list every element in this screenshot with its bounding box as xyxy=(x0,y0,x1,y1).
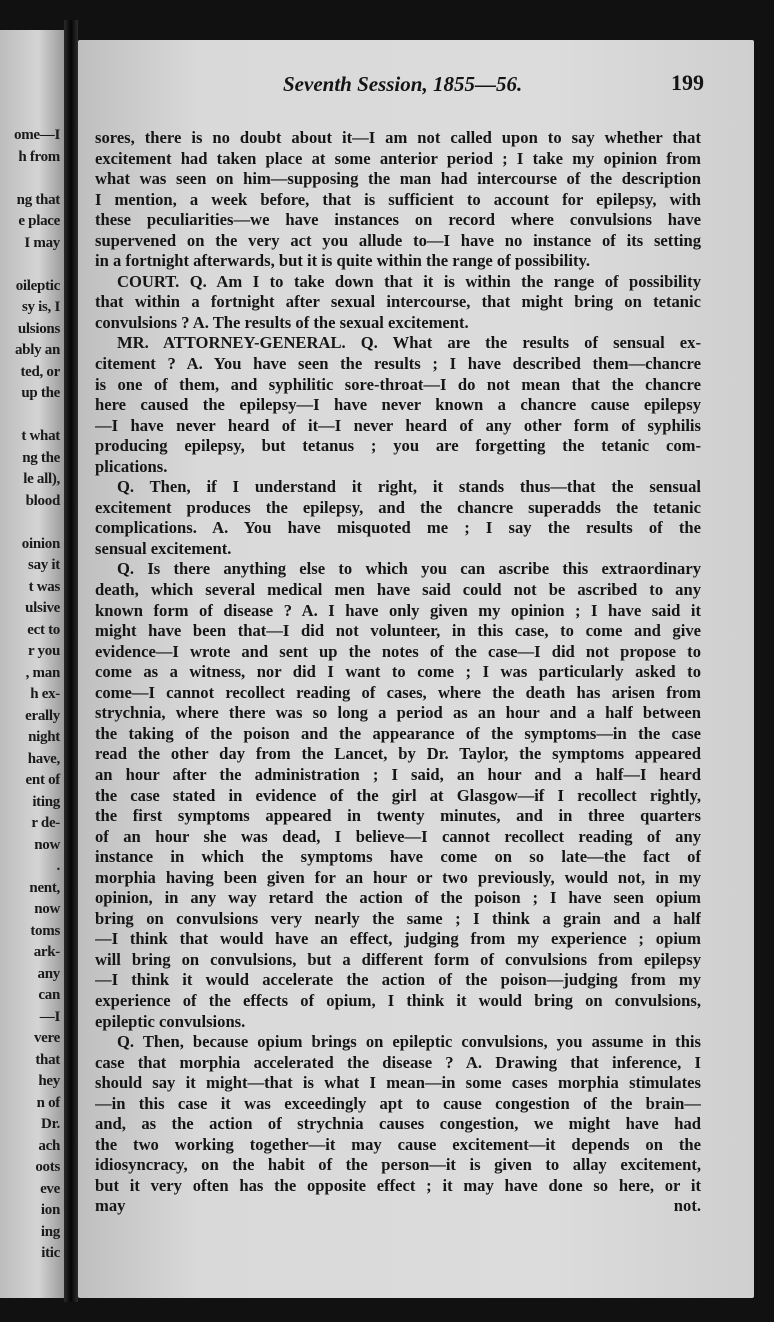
text-line: epileptic convulsions. xyxy=(95,1011,246,1031)
text-line: that within a fortnight after sexual intercourse, that might bring on tetanic xyxy=(95,292,701,312)
text-line: idiosyncracy, on the habit of the person—it is given to allay excitement, xyxy=(95,1155,701,1175)
facing-page-text-fragment: ent of xyxy=(25,772,60,788)
facing-page-text-fragment: sy is, I xyxy=(21,299,60,315)
text-line: complications. A. You have misquoted me ; I say the results of the xyxy=(95,518,701,538)
facing-page-text-fragment: h ex- xyxy=(30,686,60,702)
text-line: the first symptoms appeared in twenty minutes, and in three quarters xyxy=(95,806,701,826)
text-line: may not. xyxy=(95,1196,701,1216)
facing-page-fragment xyxy=(0,30,64,1298)
text-line: the taking of the poison and the appearance of the symptoms—in the case xyxy=(95,723,701,743)
facing-page-text-fragment: erally xyxy=(25,707,60,724)
text-line: should say it might—that is what I mean—in some cases morphia stimulates xyxy=(95,1073,701,1093)
facing-page-text-fragment: night xyxy=(28,729,60,745)
facing-page-text-fragment: h from xyxy=(18,148,60,165)
text-line: sores, there is no doubt about it—I am not called upon to say whether that xyxy=(95,128,701,147)
facing-page-text-fragment: toms xyxy=(30,922,60,939)
text-line: bring on convulsions very nearly the same ; I think a grain and a half xyxy=(95,908,701,928)
text-line: an hour after the administration ; I said, an hour and a half—I heard xyxy=(95,764,701,784)
facing-page-text-fragment: ect to xyxy=(27,621,60,638)
text-line: producing epilepsy, but tetanus ; you are forgetting the tetanic com- xyxy=(95,436,701,456)
text-line: Q. Then, if I understand it right, it stands thus—that the sensual xyxy=(117,477,701,497)
text-line: —I have never heard of it—I never heard of any other form of syphilis xyxy=(95,415,701,435)
text-line: strychnia, where there was so long a period as an hour and a half between xyxy=(95,703,701,723)
text-line: evidence—I wrote and sent up the notes of the case—I did not propose to xyxy=(95,641,701,661)
facing-page-text-fragment: ach xyxy=(38,1137,60,1154)
facing-page-text-fragment: have, xyxy=(27,750,60,767)
facing-page-text-fragment: r you xyxy=(28,643,60,659)
facing-page-text-fragment: ably an xyxy=(14,342,60,358)
text-line: Q. Is there anything else to which you can ascribe this extraordinary xyxy=(117,559,701,579)
book-gutter xyxy=(64,20,78,1302)
facing-page-text-fragment: oots xyxy=(35,1159,60,1175)
facing-page-text-fragment: ion xyxy=(40,1202,60,1218)
facing-page-text-fragment: , man xyxy=(25,664,60,681)
facing-page-text-fragment: . xyxy=(56,858,60,874)
text-line: read the other day from the Lancet, by Dr. Taylor, the symptoms appeared xyxy=(95,744,701,764)
text-line: COURT. Q. Am I to take down that it is within the range of possibility xyxy=(117,271,701,291)
facing-page-text-fragment: t was xyxy=(28,578,60,595)
page-number: 199 xyxy=(671,70,704,95)
facing-page-text-fragment: any xyxy=(37,965,60,982)
facing-page-text-fragment: le all), xyxy=(23,471,60,487)
text-line: is one of them, and syphilitic sore-throat—I do not mean that the chancre xyxy=(95,374,701,394)
facing-page-text-fragment: itic xyxy=(41,1245,60,1261)
facing-page-text-fragment: hey xyxy=(38,1073,60,1089)
facing-page-text-fragment: say it xyxy=(28,557,60,573)
text-line: excitement produces the epilepsy, and the chancre superadds the tetanic xyxy=(95,497,701,517)
text-line: these peculiarities—we have instances on record where convulsions have xyxy=(95,210,701,230)
facing-page-text-fragment: oileptic xyxy=(15,277,60,294)
text-line: convulsions ? A. The results of the sexual excitement. xyxy=(95,312,469,332)
text-line: the case stated in evidence of the girl at Glasgow—if I recollect rightly, xyxy=(95,785,701,805)
facing-page-text-fragment: can xyxy=(38,987,60,1003)
facing-page-text-fragment: that xyxy=(35,1051,60,1068)
facing-page-text-fragment: t what xyxy=(21,428,60,444)
facing-page-text-fragment: eve xyxy=(40,1180,60,1197)
facing-page-text-fragment: ng that xyxy=(16,191,60,208)
facing-page-text-fragment: r de- xyxy=(31,815,60,831)
facing-page-text-fragment: ome—I xyxy=(14,127,60,143)
text-line: of an hour she was dead, I believe—I cannot recollect reading of any xyxy=(95,826,701,846)
page-header xyxy=(78,72,754,102)
facing-page-text-fragment: ulsive xyxy=(25,600,60,616)
facing-page-text-fragment: up the xyxy=(21,385,60,401)
text-line: —I think it would accelerate the action of the poison—judging from my xyxy=(95,970,701,990)
facing-page-text-fragment: nent, xyxy=(29,879,60,896)
facing-page-text-fragment: oinion xyxy=(21,535,60,552)
book-page xyxy=(78,40,754,1298)
facing-page-text-fragment: e place xyxy=(18,213,60,229)
facing-page-text-fragment: ulsions xyxy=(17,320,60,337)
text-line: instance in which the symptoms have come on so late—the fact of xyxy=(95,847,701,867)
text-line: MR. ATTORNEY-GENERAL. Q. What are the results of sensual ex- xyxy=(117,333,701,353)
facing-page-text-fragment: I may xyxy=(24,234,60,251)
text-line: —I think that would have an effect, judging from my experience ; opium xyxy=(95,929,701,949)
text-line: experience of the effects of opium, I think it would bring on convulsions, xyxy=(95,990,701,1010)
text-line: morphia having been given for an hour or two previously, would not, in my xyxy=(95,867,701,887)
text-line: the two working together—it may cause excitement—it depends on the xyxy=(95,1134,701,1154)
facing-page-text-fragment: ark- xyxy=(33,944,60,960)
facing-page-text-fragment: now xyxy=(34,836,60,853)
facing-page-text-fragment: now xyxy=(34,901,60,917)
facing-page-text-fragment: blood xyxy=(25,492,60,509)
body-text xyxy=(95,128,701,1217)
facing-page-text-fragment: iting xyxy=(32,793,60,810)
facing-page-text-fragment: ng the xyxy=(22,449,60,466)
facing-page-text-fragment: n of xyxy=(36,1094,60,1111)
text-line: plications. xyxy=(95,456,168,476)
text-line: will bring on convulsions, but a different form of convulsions from epilepsy xyxy=(95,949,701,969)
text-line: sensual excitement. xyxy=(95,538,232,558)
text-line: excitement had taken place at some anterior period ; I take my opinion from xyxy=(95,148,701,168)
text-line: in a fortnight afterwards, but it is quite within the range of possibility. xyxy=(95,251,591,271)
text-line: might have been that—I did not volunteer, in this case, to come and give xyxy=(95,621,701,641)
running-head: Seventh Session, 1855—56. xyxy=(283,72,523,96)
text-line: what was seen on him—supposing the man had intercourse of the description xyxy=(95,169,701,189)
text-line: come—I cannot recollect reading of cases, where the death has arisen from xyxy=(95,682,701,702)
facing-page-text-fragment: vere xyxy=(33,1030,60,1046)
facing-page-text-fragment: ted, or xyxy=(20,363,60,380)
facing-page-text-fragment: Dr. xyxy=(41,1116,60,1132)
facing-page-text-fragment: ing xyxy=(40,1223,60,1240)
text-line: come as a witness, nor did I want to come ; I was particularly asked to xyxy=(95,662,701,682)
text-line: citement ? A. You have seen the results ; I have described them—chancre xyxy=(95,354,701,374)
text-line: death, which several medical men have said could not be ascribed to any xyxy=(95,580,701,600)
text-line: I mention, a week before, that is sufficient to account for epilepsy, with xyxy=(95,189,701,209)
text-line: known form of disease ? A. I have only given my opinion ; I have said it xyxy=(95,600,701,620)
text-line: case that morphia accelerated the disease ? A. Drawing that inference, I xyxy=(95,1052,701,1072)
text-line: here caused the epilepsy—I have never known a chancre cause epilepsy xyxy=(95,395,701,415)
text-line: but it very often has the opposite effect ; it may have done so here, or it xyxy=(95,1175,701,1195)
text-line: and, as the action of strychnia causes congestion, we might have had xyxy=(95,1114,701,1134)
text-line: —in this case it was exceedingly apt to cause congestion of the brain— xyxy=(95,1093,701,1113)
text-line: supervened on the very act you allude to—I have no instance of its setting xyxy=(95,230,701,250)
text-line: Q. Then, because opium brings on epileptic convulsions, you assume in this xyxy=(117,1032,701,1052)
text-line: opinion, in any way retard the action of the poison ; I have seen opium xyxy=(95,888,701,908)
facing-page-text-fragment: —I xyxy=(39,1008,60,1025)
